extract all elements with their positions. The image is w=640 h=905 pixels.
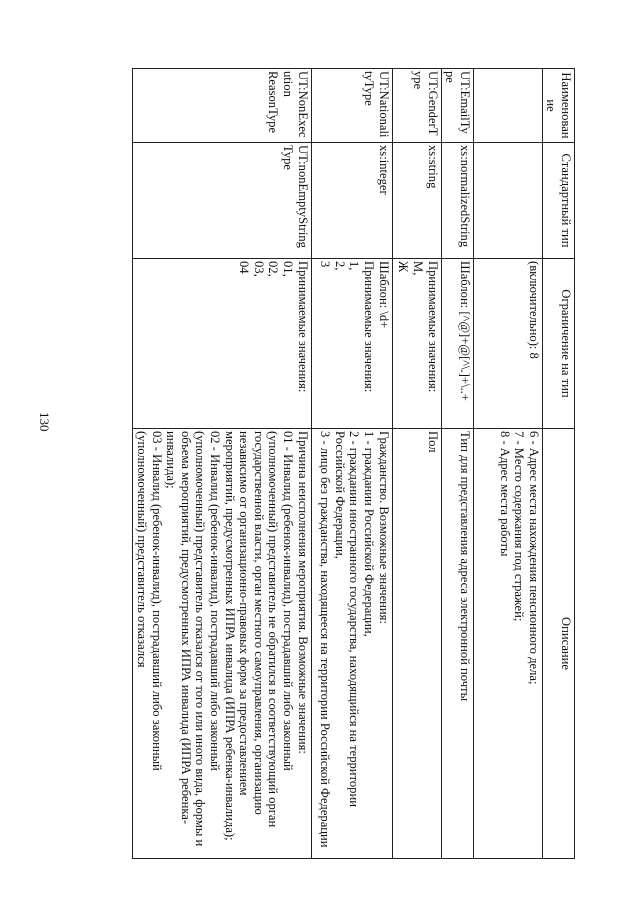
cell-description	[392, 429, 441, 859]
description-line: Гражданство. Возможные значения:	[376, 431, 391, 624]
restriction-line: 04	[237, 261, 252, 274]
cell-name: UT:NationalityType	[311, 69, 392, 143]
types-table	[133, 68, 576, 859]
cell-type: xs:integer	[311, 143, 392, 259]
description-line: 6 - Адрес места нахождения пенсионного дела;	[526, 431, 541, 685]
description-line: 3 - лицо без гражданства, находящееся на территории Российской Федерации	[318, 431, 333, 848]
restriction-line: М,	[411, 261, 426, 276]
header-description: Описание	[542, 429, 574, 859]
description-line: 03 - Инвалид (ребенок-инвалид), пострадавший либо законный (уполномоченный) представитель отказался	[135, 431, 164, 774]
restriction-line: Шаблон: [^@]+@[^\.]+\..+	[457, 261, 472, 401]
description-line: 01 - Инвалид (ребенок-инвалид), пострадавший либо законный (уполномоченный) представитель не обратился в соответствующий орган государственной власти, орган местного самоуправления, организацию независимо от организационно-правовых форм за предоставлением мероприятий, предусмотренных ИПРА инвалида (ИПРА ребенка-инвалида);	[222, 431, 296, 841]
header-standard-type: Стандартный тип	[542, 143, 574, 259]
cell-name	[473, 69, 542, 143]
restriction-line: 03,	[251, 261, 266, 277]
description-line: 8 - Адрес места работы	[497, 431, 512, 557]
table-row	[311, 69, 392, 859]
cell-description	[441, 429, 473, 859]
cell-type: xs:normalizedString	[441, 143, 473, 259]
cell-restriction	[133, 259, 311, 429]
cell-restriction	[473, 259, 542, 429]
restriction-line: Принимаемые значения:	[362, 261, 377, 393]
cell-type: UT:nonEmptyString Type	[133, 143, 311, 259]
table-row	[392, 69, 441, 859]
cell-name: UT:EmailType	[441, 69, 473, 143]
cell-restriction	[392, 259, 441, 429]
cell-name: UT:GenderType	[392, 69, 441, 143]
table-header-row	[542, 69, 574, 859]
table-row	[441, 69, 473, 859]
header-name: Наименование	[542, 69, 574, 143]
table-row	[473, 69, 542, 859]
cell-type	[473, 143, 542, 259]
description-line: Пол	[425, 431, 440, 453]
restriction-line: Шаблон: \d+	[376, 261, 391, 329]
rotated-page-content	[95, 68, 575, 858]
description-line: 1 - граждании Российской Федерации,	[362, 431, 377, 637]
description-line: 02 - Инвалид (ребенок-инвалид), пострадавший либо законный (уполномоченный) представитель отказался от того или иного вида, формы и объема мероприятий, предусмотренных ИПРА инвалида (ИПРА ребенка-инвалида);	[164, 431, 223, 850]
description-line: Причина неисполнения мероприятия. Возможные значения:	[295, 431, 310, 754]
description-line: Тип для представления адреса электронной почты	[457, 431, 472, 702]
restriction-line: (включительно): 8	[526, 261, 541, 359]
cell-type: xs:string	[392, 143, 441, 259]
header-restriction: Ограничение на тип	[542, 259, 574, 429]
restriction-line: 1,	[347, 261, 362, 271]
restriction-line: Принимаемые значения:	[295, 261, 310, 393]
cell-description	[311, 429, 392, 859]
description-line: 7 - Место содержания под стражей;	[512, 431, 527, 622]
cell-restriction	[441, 259, 473, 429]
cell-description	[133, 429, 311, 859]
restriction-line: 3	[318, 261, 333, 268]
table-row	[133, 69, 311, 859]
restriction-line: Ж	[396, 261, 411, 273]
page-number: 130	[37, 412, 52, 432]
restriction-line: 02,	[266, 261, 281, 277]
cell-restriction	[311, 259, 392, 429]
restriction-line: 01,	[281, 261, 296, 277]
restriction-line: 2,	[332, 261, 347, 271]
cell-description	[473, 429, 542, 859]
restriction-line: Принимаемые значения:	[425, 261, 440, 393]
cell-name: UT:NonExecution ReasonType	[133, 69, 311, 143]
description-line: 2 - гражданин иностранного государства, находящийся на территории Российской Федерации,	[332, 431, 362, 811]
